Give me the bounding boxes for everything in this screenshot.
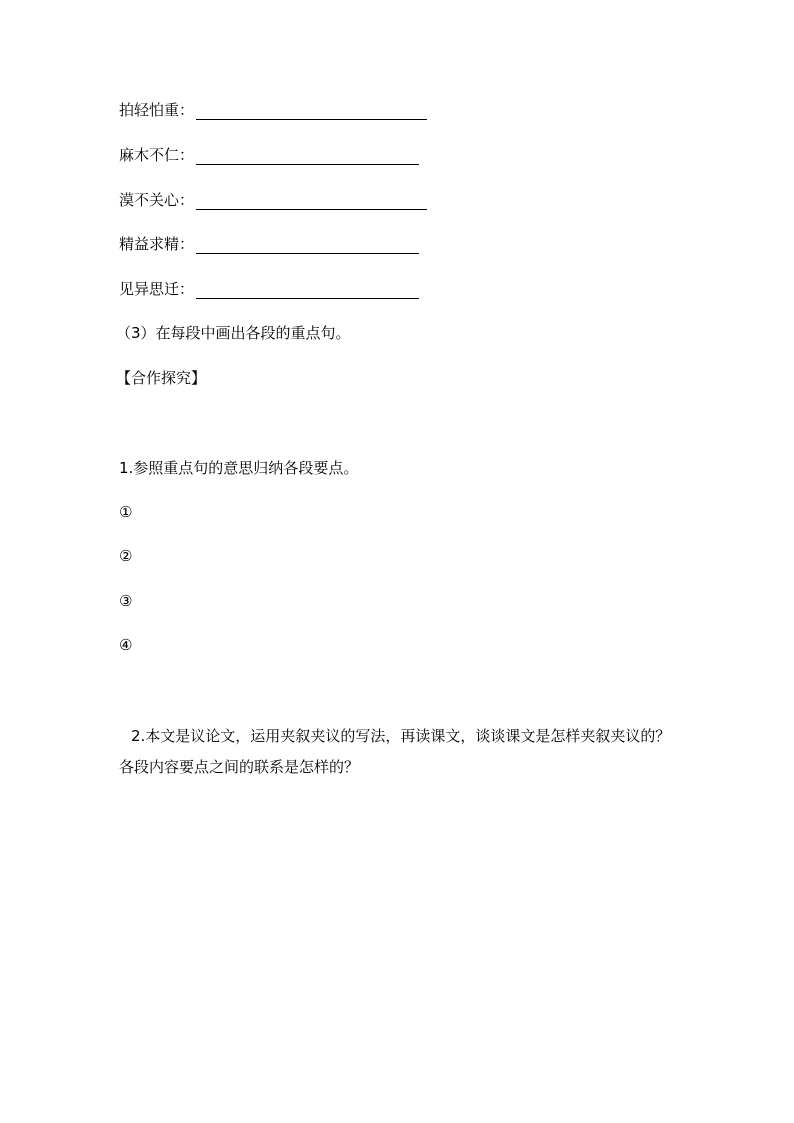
answer-blank[interactable]: [196, 150, 419, 165]
term-label: 精益求精：: [119, 235, 195, 253]
term-label: 漠不关心：: [119, 191, 195, 209]
answer-blank[interactable]: [196, 239, 419, 254]
question-2: [119, 721, 679, 783]
marker-1: ①: [119, 503, 133, 521]
term-label: 拍轻怕重：: [119, 101, 195, 119]
instruction-3: （3）在每段中画出各段的重点句。: [116, 324, 351, 342]
term-label: 麻木不仁：: [119, 146, 195, 164]
answer-blank[interactable]: [196, 105, 427, 120]
question-2-text: 2.本文是议论文，运用夹叙夹议的写法，再读课文，谈谈课文是怎样夹叙夹议的？各段内容要点之间的联系是怎样的？: [119, 727, 671, 776]
marker-2: ②: [119, 547, 133, 565]
marker-3: ③: [119, 592, 133, 610]
term-row: [119, 279, 419, 299]
section-heading: 【合作探究】: [116, 369, 207, 387]
term-row: [119, 145, 419, 165]
answer-blank[interactable]: [196, 195, 427, 210]
term-row: [119, 190, 427, 210]
marker-4: ④: [119, 636, 133, 654]
answer-blank[interactable]: [196, 284, 419, 299]
question-1: 1.参照重点句的意思归纳各段要点。: [119, 459, 359, 477]
term-row: [119, 100, 427, 120]
term-label: 见异思迁：: [119, 280, 195, 298]
term-row: [119, 234, 419, 254]
